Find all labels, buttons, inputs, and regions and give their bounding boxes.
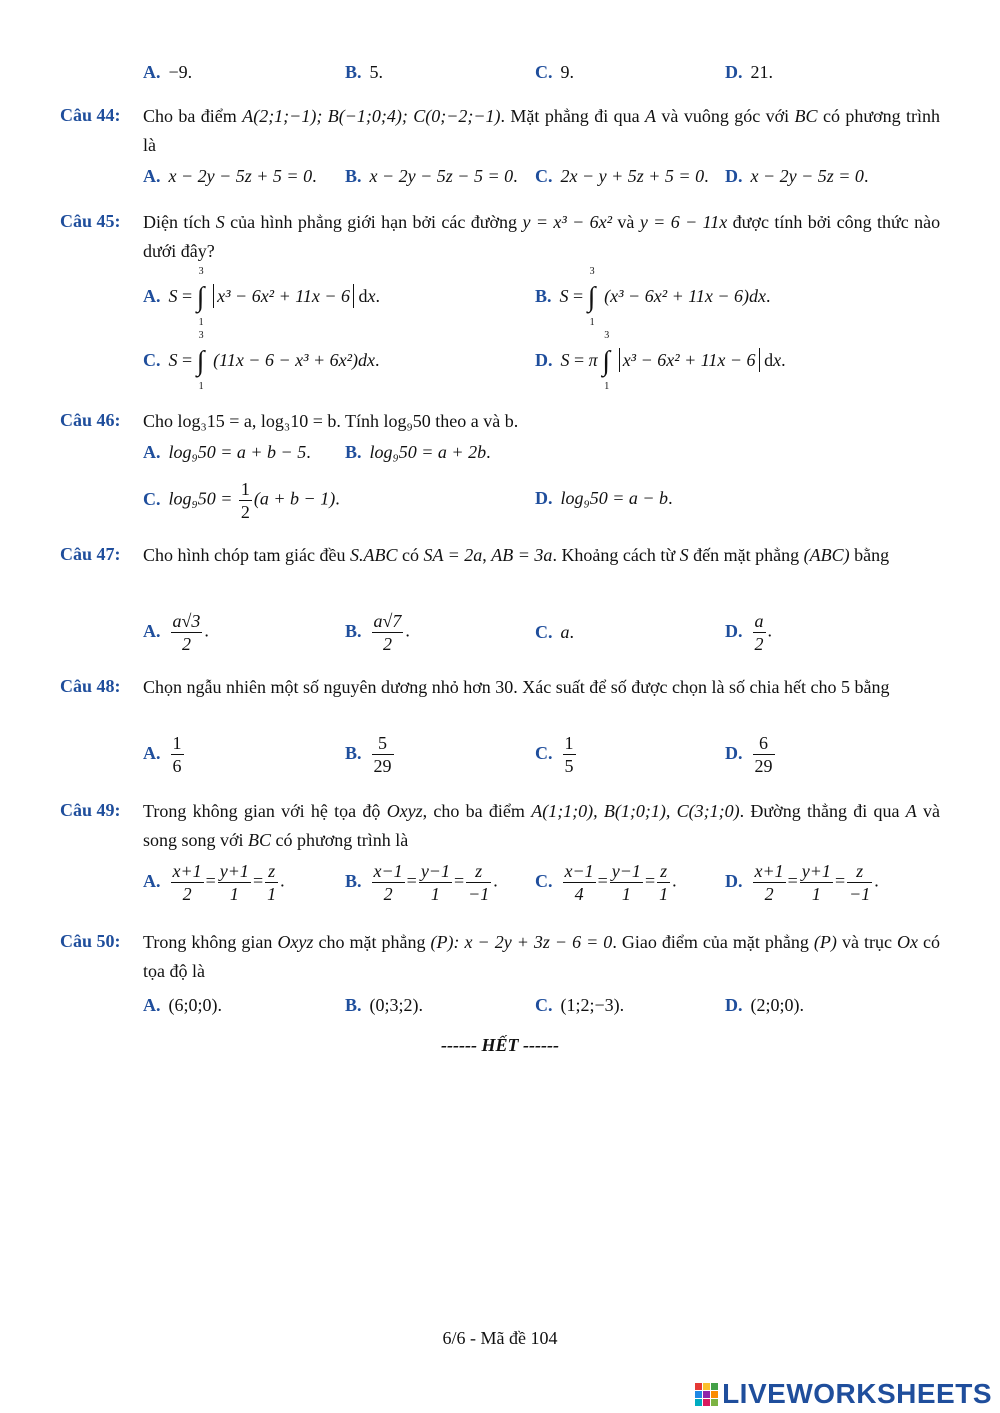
q46-label: Câu 46: bbox=[60, 410, 121, 430]
q49-option-a[interactable]: A. $\frac{x+1}{2}$ = $\frac{y+1}{1}$ = $\frac{z}{1}$ . bbox=[143, 861, 285, 904]
q44-option-a[interactable]: A. x − 2y − 5z + 5 = 0. bbox=[143, 166, 317, 186]
q45-option-b[interactable]: B. S = ∫ 3 1 (x³ − 6x² + 11x − 6)dx. bbox=[535, 266, 771, 328]
q50-stem: Trong không gian Oxyz cho mặt phẳng (P): x − 2y + 3z − 6 = 0. Giao điểm của mặt phẳng (P) và trục Ox có tọa độ là bbox=[143, 932, 941, 981]
q45-option-a[interactable]: A. S = ∫ 3 1 x³ − 6x² + 11x − 6 dx. bbox=[143, 266, 381, 328]
q48-label: Câu 48: bbox=[60, 676, 121, 696]
q47-stem: Cho hình chóp tam giác đều S.ABC có SA = 2a, AB = 3a. Khoảng cách từ S đến mặt phẳng (ABC) bằng bbox=[143, 545, 890, 565]
q50-option-d[interactable]: D. (2;0;0). bbox=[725, 995, 804, 1015]
q45-option-d[interactable]: D. S = π ∫ 3 1 x³ − 6x² + 11x − 6 dx. bbox=[535, 330, 786, 392]
q47-option-a[interactable]: A. $\frac{a√3}{2}$ . bbox=[143, 611, 209, 654]
q50-option-a[interactable]: A. (6;0;0). bbox=[143, 995, 222, 1015]
q43-option-a[interactable]: A. −9. bbox=[143, 62, 193, 82]
q48-option-c[interactable]: C. $\frac{1}{5}$ bbox=[535, 733, 574, 776]
integral-sign: ∫ 3 1 bbox=[587, 266, 596, 328]
q49-label: Câu 49: bbox=[60, 800, 121, 820]
q44-option-b[interactable]: B. x − 2y − 5z − 5 = 0. bbox=[345, 166, 518, 186]
brand-name: LIVEWORKSHEETS bbox=[722, 1378, 992, 1409]
q46-option-a[interactable]: A. log₉50 = a + b − 5. bbox=[143, 442, 311, 462]
q46-stem: Cho log₃15 = a, log₃10 = b. Tính log₉50 theo a và b. bbox=[143, 411, 519, 431]
q45-stem: Diện tích S của hình phẳng giới hạn bởi các đường y = x³ − 6x² và y = 6 − 11x được tính bởi công thức nào dưới đây? bbox=[143, 212, 941, 261]
q46-option-c[interactable]: C. log₉50 = $\frac{1}{2}$ (a + b − 1). bbox=[143, 479, 340, 522]
q47-option-c[interactable]: C. a. bbox=[535, 622, 574, 642]
q48-option-b[interactable]: B. $\frac{5}{29}$ bbox=[345, 733, 392, 776]
q45-option-c[interactable]: C. S = ∫ 3 1 (11x − 6 − x³ + 6x²)dx. bbox=[143, 330, 380, 392]
q50-option-b[interactable]: B. (0;3;2). bbox=[345, 995, 424, 1015]
q46-option-d[interactable]: D. log₉50 = a − b. bbox=[535, 488, 673, 508]
integral-sign: ∫ 3 1 bbox=[196, 266, 205, 328]
q47-option-b[interactable]: B. $\frac{a√7}{2}$ . bbox=[345, 611, 410, 654]
q48-stem: Chọn ngẫu nhiên một số nguyên dương nhỏ hơn 30. Xác suất để số được chọn là số chia hết cho 5 bằng bbox=[143, 677, 890, 697]
q44-label: Câu 44: bbox=[60, 105, 121, 125]
q44-option-d[interactable]: D. x − 2y − 5z = 0. bbox=[725, 166, 869, 186]
q43-option-c[interactable]: C. 9. bbox=[535, 62, 574, 82]
q44-stem: Cho ba điểm A(2;1;−1); B(−1;0;4); C(0;−2;−1). Mặt phẳng đi qua A và vuông góc với BC có phương trình là bbox=[143, 106, 941, 155]
q50-option-c[interactable]: C. (1;2;−3). bbox=[535, 995, 625, 1015]
end-marker: ------ HẾT ------ bbox=[441, 1035, 559, 1055]
q46-option-b[interactable]: B. log₉50 = a + 2b. bbox=[345, 442, 491, 462]
q49-option-d[interactable]: D. $\frac{x+1}{2}$ = $\frac{y+1}{1}$ = $\frac{z}{-1}$ . bbox=[725, 861, 879, 904]
q49-stem: Trong không gian với hệ tọa độ Oxyz, cho ba điểm A(1;1;0), B(1;0;1), C(3;1;0). Đường thẳng đi qua A và song song với BC có phương trình là bbox=[143, 801, 940, 850]
integral-sign: ∫ 3 1 bbox=[602, 330, 610, 392]
q47-label: Câu 47: bbox=[60, 544, 121, 564]
q43-option-d[interactable]: D. 21. bbox=[725, 62, 773, 82]
q43-option-b[interactable]: B. 5. bbox=[345, 62, 384, 82]
q50-label: Câu 50: bbox=[60, 931, 121, 951]
page-footer: 6/6 - Mã đề 104 bbox=[442, 1328, 558, 1348]
q45-label: Câu 45: bbox=[60, 211, 121, 231]
q49-option-c[interactable]: C. $\frac{x-1}{4}$ = $\frac{y-1}{1}$ = $\frac{z}{1}$ . bbox=[535, 861, 677, 904]
q48-option-a[interactable]: A. $\frac{1}{6}$ bbox=[143, 733, 182, 776]
q44-option-c[interactable]: C. 2x − y + 5z + 5 = 0. bbox=[535, 166, 709, 186]
q47-option-d[interactable]: D. $\frac{a}{2}$ . bbox=[725, 611, 772, 654]
integral-sign: ∫ 3 1 bbox=[196, 330, 205, 392]
q48-option-d[interactable]: D. $\frac{6}{29}$ bbox=[725, 733, 773, 776]
liveworksheets-brand bbox=[695, 1378, 992, 1410]
liveworksheets-logo-icon bbox=[695, 1383, 718, 1406]
q49-option-b[interactable]: B. $\frac{x-1}{2}$ = $\frac{y-1}{1}$ = $\frac{z}{-1}$ . bbox=[345, 861, 498, 904]
